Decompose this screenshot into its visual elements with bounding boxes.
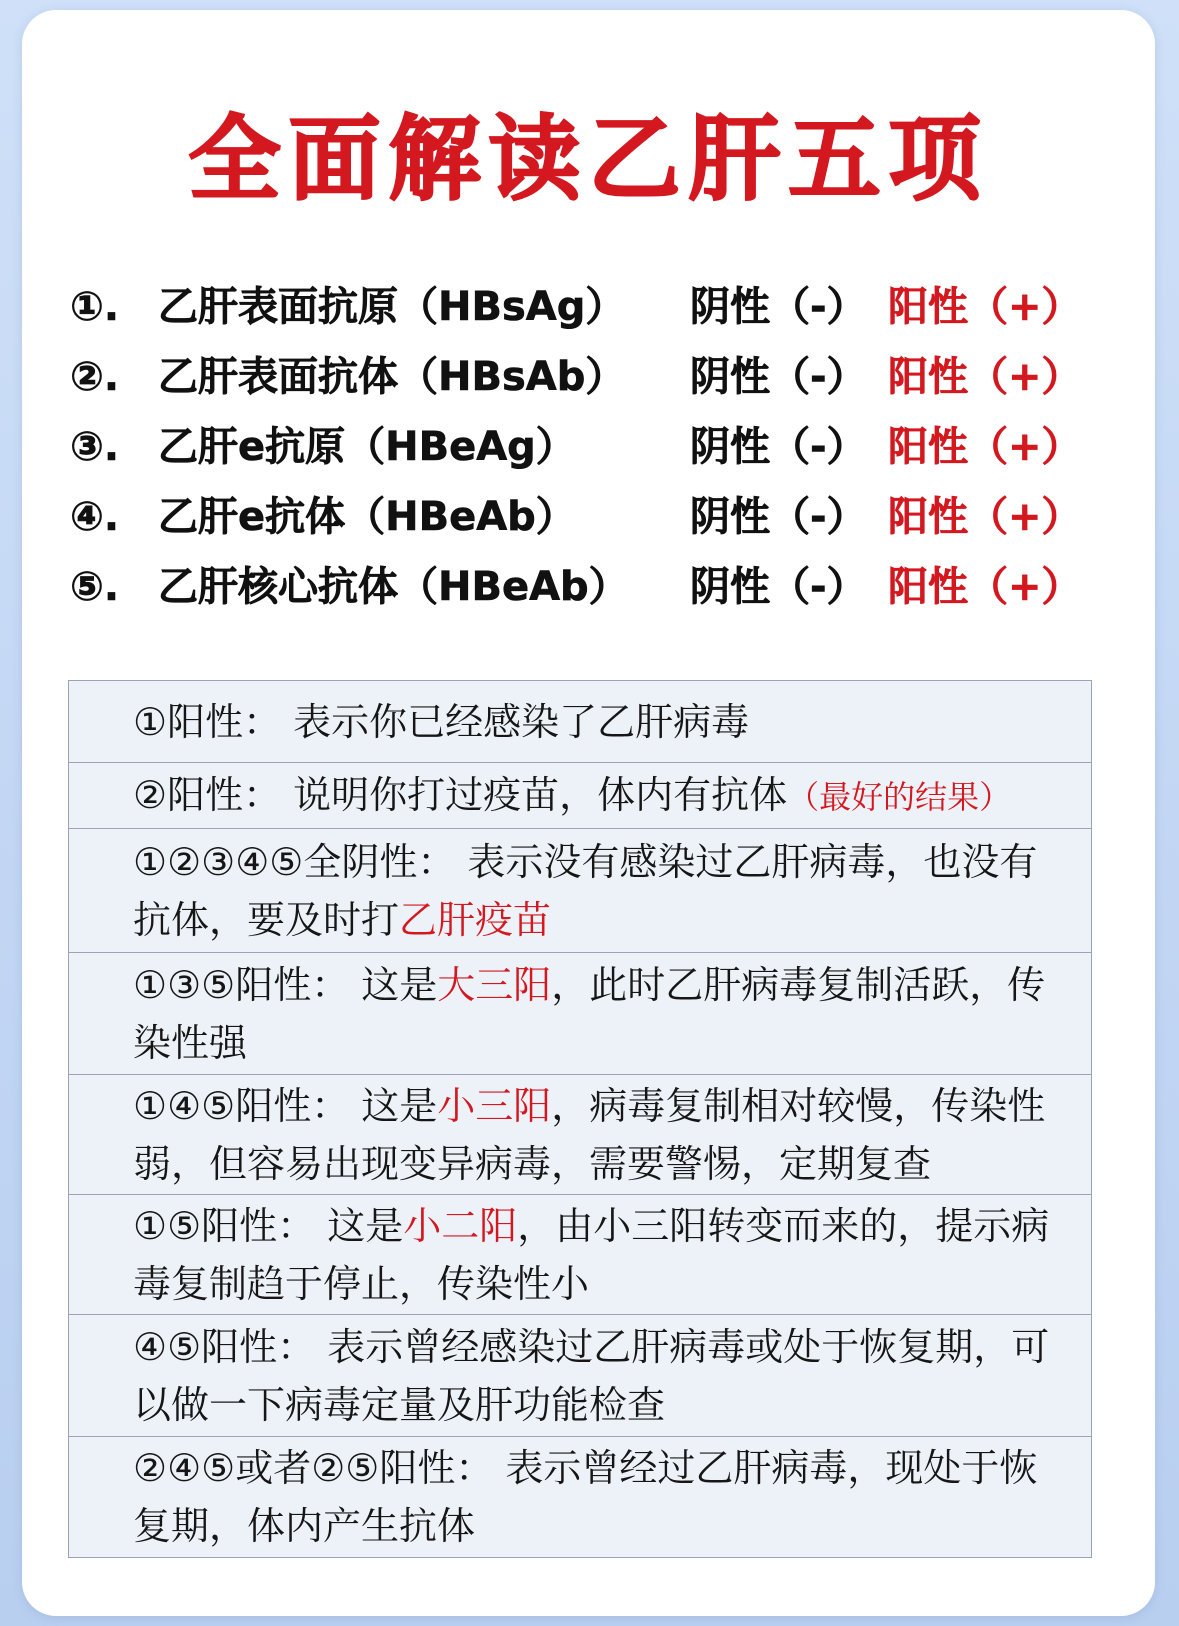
marker-row (22, 482, 1155, 552)
interpretation-row (69, 1437, 1091, 1557)
marker-number: ⑤. (70, 564, 120, 610)
interpretation-text: ②④⑤或者②⑤阳性： 表示曾经过乙肝病毒，现处于恢复期，体内产生抗体 (133, 1446, 1038, 1548)
interpretation-row (69, 1075, 1091, 1195)
marker-name: 乙肝表面抗体（HBsAb） (158, 354, 626, 400)
marker-number: ③. (70, 424, 120, 470)
positive-label: 阳性（+） (888, 494, 1082, 540)
interpretation-text: ①⑤阳性： 这是 (133, 1203, 404, 1248)
interpretation-text-tail: ，病毒复制相对较慢，传染性弱，但容易出现变异病毒，需要警惕，定期复查 (133, 1083, 1046, 1186)
marker-number: ②. (70, 354, 120, 400)
interpretation-row (69, 681, 1091, 763)
interpretation-text: ①④⑤阳性： 这是 (133, 1083, 438, 1128)
positive-label: 阳性（+） (888, 564, 1082, 610)
marker-row (22, 342, 1155, 412)
positive-label: 阳性（+） (888, 354, 1082, 400)
interpretation-row (69, 829, 1091, 953)
highlight-text: 乙肝疫苗 (399, 897, 552, 942)
marker-number: ①. (70, 284, 120, 330)
marker-name: 乙肝表面抗原（HBsAg） (158, 284, 626, 330)
marker-name: 乙肝e抗原（HBeAg） (158, 424, 576, 470)
negative-label: 阴性（-） (690, 564, 867, 610)
marker-name: 乙肝e抗体（HBeAb） (158, 494, 576, 540)
marker-name: 乙肝核心抗体（HBeAb） (158, 564, 629, 610)
highlight-text: （最好的结果） (787, 777, 1012, 816)
interpretation-text: ①②③④⑤全阴性： 表示没有感染过乙肝病毒，也没有抗体，要及时打 (133, 839, 1038, 942)
interpretation-text: ①③⑤阳性： 这是 (133, 962, 438, 1007)
page-title: 全面解读乙肝五项 (188, 106, 989, 213)
negative-label: 阴性（-） (690, 424, 867, 470)
highlight-text: 大三阳 (437, 962, 552, 1007)
negative-label: 阴性（-） (690, 284, 867, 330)
negative-label: 阴性（-） (690, 494, 867, 540)
interpretation-text: ②阳性： 说明你打过疫苗，体内有抗体 (133, 772, 788, 817)
negative-label: 阴性（-） (690, 354, 867, 400)
highlight-text: 小二阳 (403, 1203, 518, 1248)
positive-label: 阳性（+） (888, 424, 1082, 470)
interpretation-text: ①阳性： 表示你已经感染了乙肝病毒 (133, 699, 750, 744)
interpretation-row (69, 1315, 1091, 1437)
interpretation-row (69, 953, 1091, 1075)
marker-row (22, 412, 1155, 482)
interpretation-row (69, 763, 1091, 829)
interpretation-row (69, 1195, 1091, 1315)
interpretation-table (68, 680, 1092, 1558)
marker-row (22, 272, 1155, 342)
positive-label: 阳性（+） (888, 284, 1082, 330)
marker-row (22, 552, 1155, 622)
interpretation-text: ④⑤阳性： 表示曾经感染过乙肝病毒或处于恢复期，可以做一下病毒定量及肝功能检查 (133, 1324, 1050, 1427)
highlight-text: 小三阳 (437, 1083, 552, 1128)
content-card (22, 10, 1155, 1616)
marker-number: ④. (70, 494, 120, 540)
interpretation-text-tail: ，此时乙肝病毒复制活跃，传染性强 (133, 962, 1046, 1065)
interpretation-text-tail: ，由小三阳转变而来的，提示病毒复制趋于停止，传染性小 (133, 1203, 1050, 1306)
